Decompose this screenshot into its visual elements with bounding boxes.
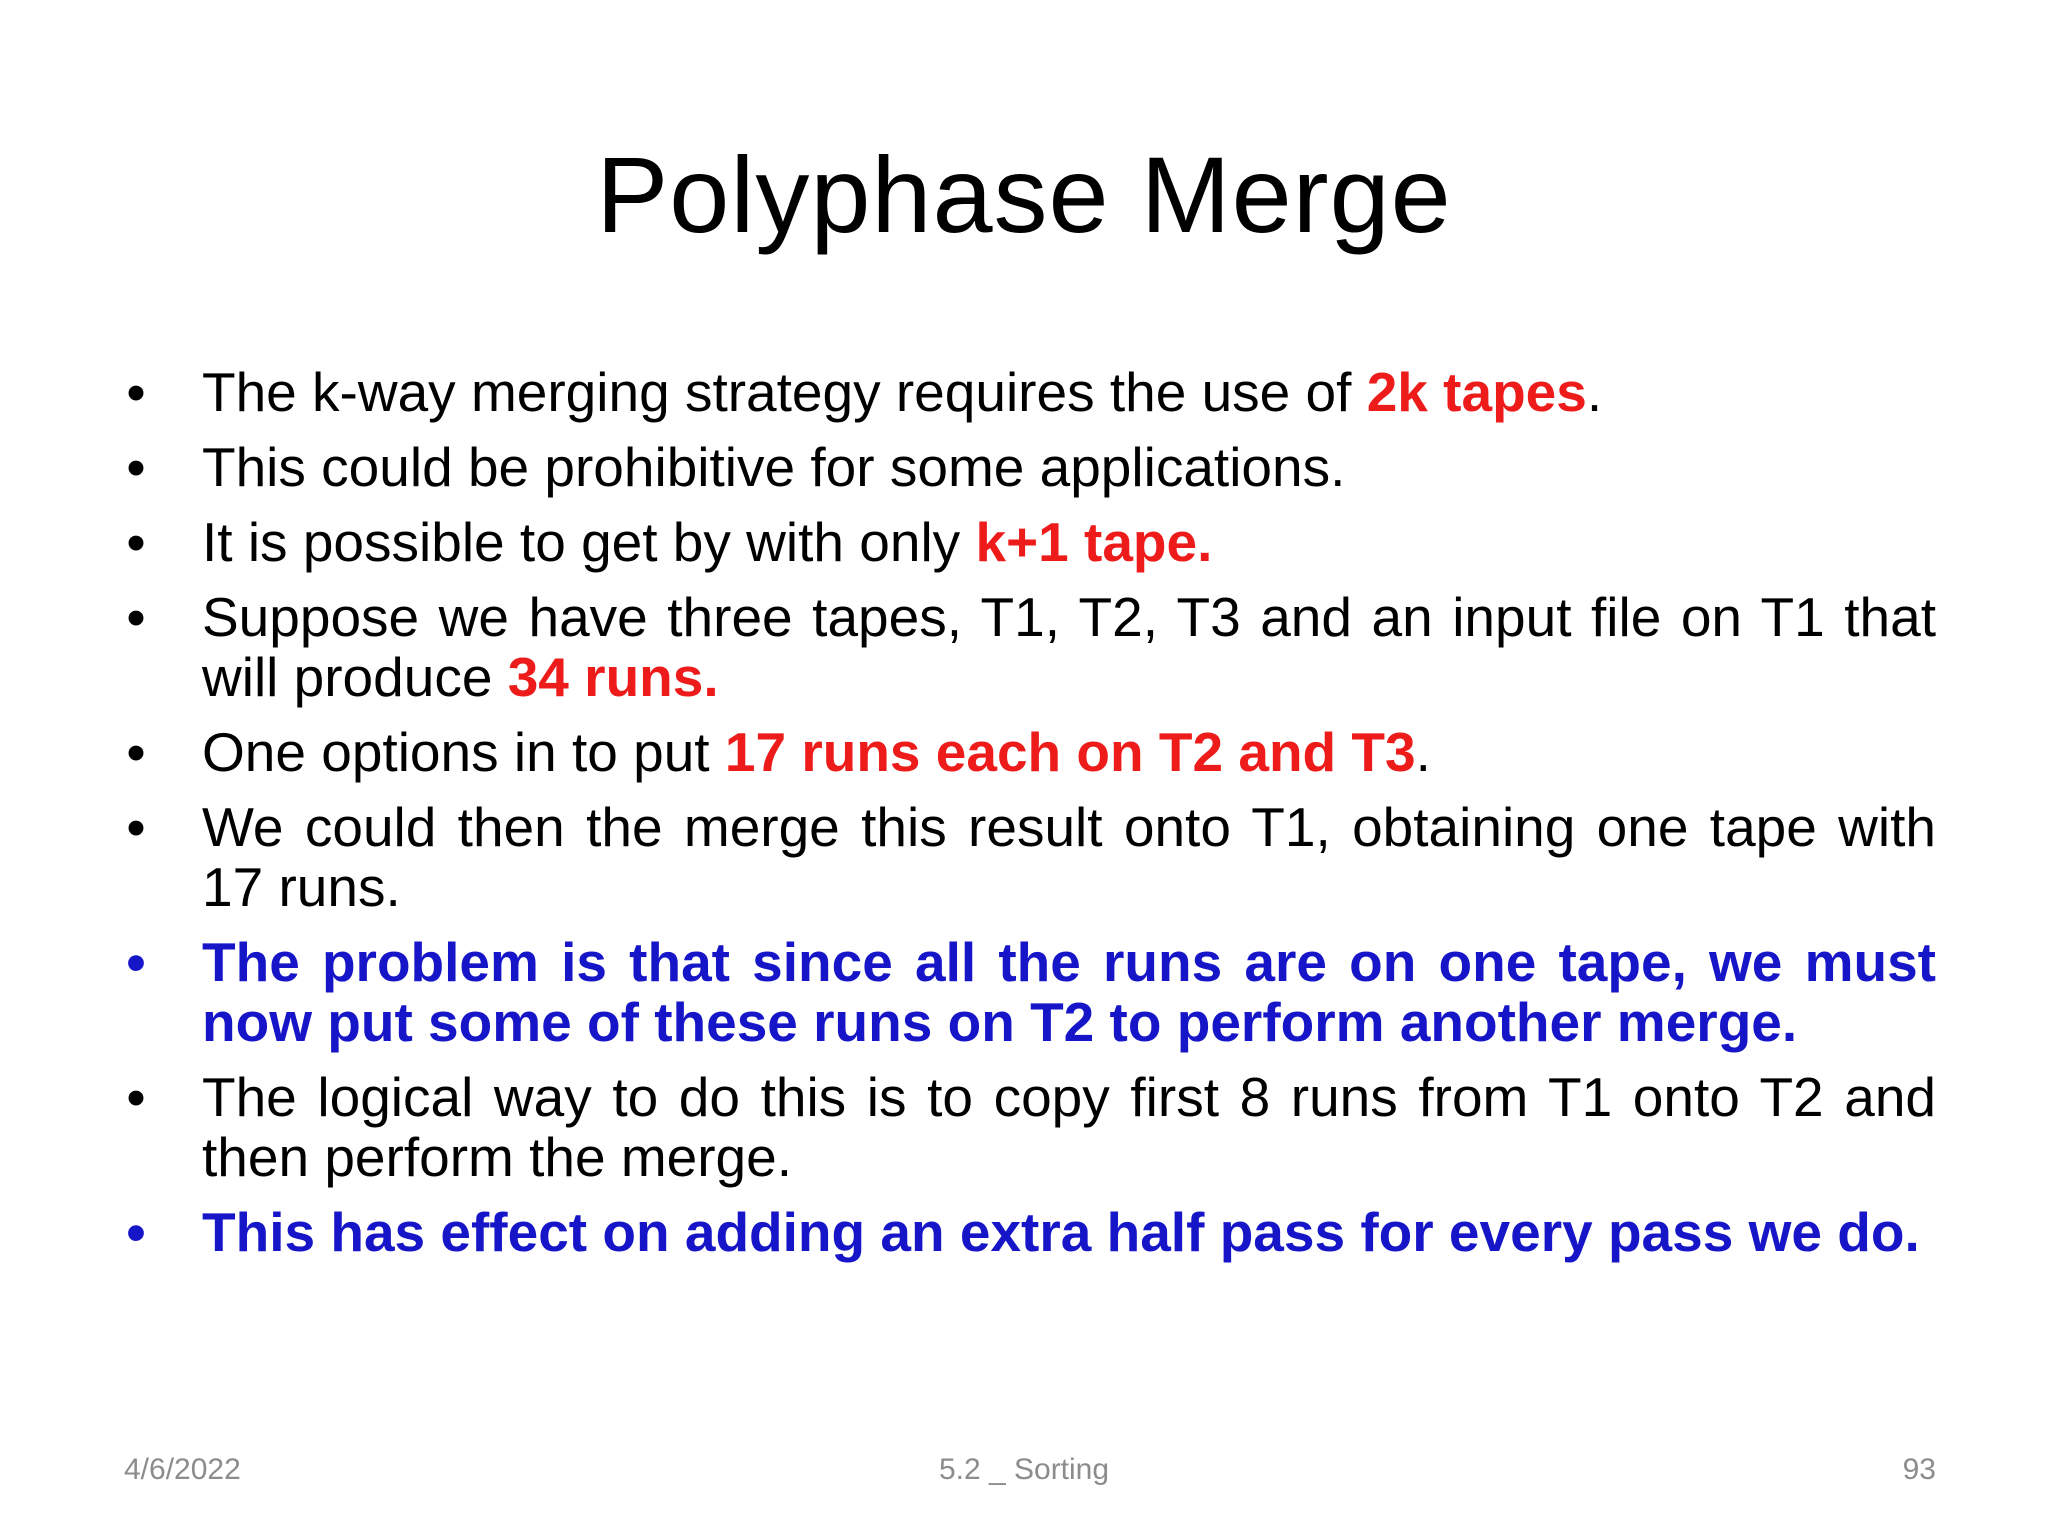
bullet-highlight: k+1 tape. [975,511,1213,573]
bullet-text-end: . [1415,721,1431,783]
bullet-dot-icon: • [126,436,146,498]
bullet-dot-icon: • [126,511,146,573]
slide-title: Polyphase Merge [596,134,1452,255]
bullet-text: The problem is that since all the runs are on one tape, we must now put some of these runs on T2 to perform another merge. [202,931,1936,1053]
bullet-text: We could then the merge this result onto T1, obtaining one tape with 17 runs. [202,796,1936,918]
bullet-item-merge-onto-t1 [116,797,1936,917]
bullet-text: This has effect on adding an extra half pass for every pass we do. [202,1201,1920,1263]
bullet-item-2k-tapes [116,362,1936,422]
bullet-highlight: 17 runs each on T2 and T3 [724,721,1416,783]
bullet-dot-icon: • [126,586,146,648]
bullet-item-prohibitive [116,437,1936,497]
bullet-dot-icon: • [126,721,146,783]
bullet-text: It is possible to get by with only [202,511,976,573]
bullet-text-end: . [1586,361,1603,423]
bullet-text: The logical way to do this is to copy first 8 runs from T1 onto T2 and then perform the merge. [202,1066,1936,1188]
bullet-text: This could be prohibitive for some applications. [202,436,1346,498]
bullet-dot-icon: • [126,796,146,858]
bullet-item-problem [116,932,1936,1052]
bullet-text: Suppose we have three tapes, T1, T2, T3 and an input file on T1 that will produce [202,586,1936,708]
bullet-dot-icon: • [126,361,146,423]
bullet-item-logical-way [116,1067,1936,1187]
bullet-item-three-tapes [116,587,1936,707]
bullet-highlight: 34 runs. [507,646,719,708]
bullet-dot-icon: • [126,931,146,993]
bullet-item-17-runs [116,722,1936,782]
footer-date: 4/6/2022 [124,1453,241,1486]
bullet-dot-icon: • [126,1066,146,1128]
bullet-text: The k-way merging strategy requires the use of [202,361,1367,423]
footer-page-number: 93 [1902,1453,1936,1486]
bullet-highlight: 2k tapes [1366,361,1587,423]
footer-section: 5.2 _ Sorting [938,1453,1110,1486]
bullet-text: One options in to put [202,721,725,783]
bullet-item-extra-half-pass [116,1202,1936,1262]
bullet-item-k-plus-1 [116,512,1936,572]
bullet-list [116,362,1936,1277]
bullet-dot-icon: • [126,1201,146,1263]
